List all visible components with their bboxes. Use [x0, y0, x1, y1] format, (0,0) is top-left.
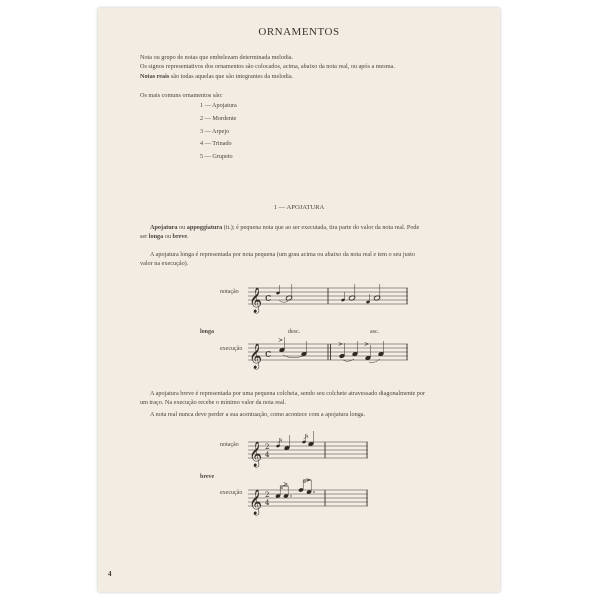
- asc-label: asc.: [370, 329, 380, 335]
- time-signature-top: 2: [265, 443, 270, 451]
- execution-label-long: execução: [220, 346, 243, 352]
- quarter-note: [284, 435, 291, 451]
- treble-clef-icon: 𝄞: [249, 288, 263, 313]
- para2-line-2: valor na execução).: [140, 260, 189, 267]
- quarter-note: [352, 341, 359, 357]
- accent-icon: >: [364, 341, 370, 348]
- accent-icon: >: [278, 337, 284, 344]
- staff-execution-short: [248, 477, 373, 516]
- accent-icon: >: [306, 477, 312, 484]
- ornament-list-item: 5 — Grupeto: [200, 153, 233, 161]
- treble-clef-icon: 𝄞: [249, 490, 263, 515]
- para1-line-1: [150, 224, 419, 233]
- intro-line-3: [140, 73, 293, 82]
- sixteenth-note: [275, 486, 281, 499]
- ornament-list-item: 2 — Mordente: [200, 114, 237, 122]
- slur-icon: [369, 359, 380, 363]
- term-breve: breve: [172, 233, 188, 240]
- term-appoggiatura: appoggiatura: [186, 224, 223, 231]
- ornament-list-item: 1 — Apojatura: [200, 102, 237, 109]
- staff-notation-short: [248, 434, 373, 468]
- intro-line-1: Nota ou grupo de notas que embelezam determinada melodia.: [140, 54, 294, 61]
- desc-label: desc.: [288, 329, 301, 335]
- time-signature-top: 2: [265, 491, 270, 499]
- notas-reais-definition: são todas aquelas que são integrantes da melodia.: [169, 73, 294, 80]
- para3-line-1: A apojatura breve é representada por uma pequena colcheia, sendo seu colchete atravessado diagonalmente por: [150, 390, 426, 397]
- page-number: 4: [108, 570, 112, 578]
- ornament-list-item: 3 — Arpejo: [200, 127, 230, 135]
- term-apojatura: Apojatura: [150, 224, 178, 231]
- para3-line-2: um traço. Na execução recebe o mínimo valor da nota real.: [140, 399, 287, 406]
- notation-label-short: notação: [220, 442, 239, 448]
- time-signature-bottom: 4: [265, 451, 270, 459]
- notation-label-long: notação: [220, 289, 239, 295]
- para1-line-2: [140, 233, 189, 242]
- slur-icon: [283, 355, 303, 358]
- accent-icon: >: [283, 481, 289, 488]
- half-note: [285, 284, 292, 301]
- treble-clef-icon: 𝄞: [249, 344, 263, 369]
- half-note: [348, 284, 355, 301]
- staff-notation-long: [248, 280, 413, 314]
- common-time-icon: c: [265, 291, 272, 304]
- group-label-longa: longa: [200, 329, 215, 335]
- text: .: [187, 233, 189, 240]
- grace-note: [276, 285, 280, 295]
- quarter-note: [308, 431, 315, 447]
- para3-line-3: A nota real nunca deve perder a sua acentuação, como acontece com a apojatura longa.: [150, 411, 366, 418]
- text: ser: [140, 233, 149, 240]
- intro-line-2: Os signos representativos dos ornamentos são colocados, acima, abaixo da nota real, ou após a mesma.: [140, 63, 395, 70]
- quarter-note: [378, 341, 385, 357]
- text: (it.); é pequena nota que ao ser executada, tira parte do valor da nota real. Pode: [222, 224, 420, 231]
- sixteenth-note: [298, 480, 304, 493]
- page-title: ORNAMENTOS: [258, 26, 340, 38]
- grace-note: [341, 292, 345, 302]
- time-signature-bottom: 4: [265, 499, 270, 507]
- term-longa: longa: [148, 233, 164, 240]
- para2-line-1: A apojatura longa é representada por nota pequena (um grau acima ou abaixo da nota real e tem o seu justo: [150, 251, 415, 258]
- staff-execution-long: [248, 336, 413, 370]
- ornament-list: [200, 100, 237, 164]
- acciaccatura-note: [276, 438, 282, 448]
- group-label-breve: breve: [200, 474, 215, 480]
- text: ou: [177, 224, 187, 231]
- book-page: [98, 8, 500, 592]
- grace-note: [366, 294, 370, 304]
- intro-line-4: Os mais comuns ornamentos são:: [140, 92, 223, 99]
- section-heading: 1 — APOJATURA: [273, 204, 325, 211]
- execution-label-short: execução: [220, 490, 243, 496]
- quarter-note: [301, 341, 308, 357]
- half-note: [373, 284, 380, 301]
- treble-clef-icon: 𝄞: [249, 442, 263, 467]
- accent-icon: >: [338, 341, 344, 348]
- text: ou: [163, 233, 173, 240]
- common-time-icon: c: [265, 347, 272, 360]
- notas-reais-term: Notas reais: [140, 73, 170, 80]
- ornament-list-item: 4 — Trinado: [200, 140, 232, 148]
- acciaccatura-note: [302, 434, 308, 444]
